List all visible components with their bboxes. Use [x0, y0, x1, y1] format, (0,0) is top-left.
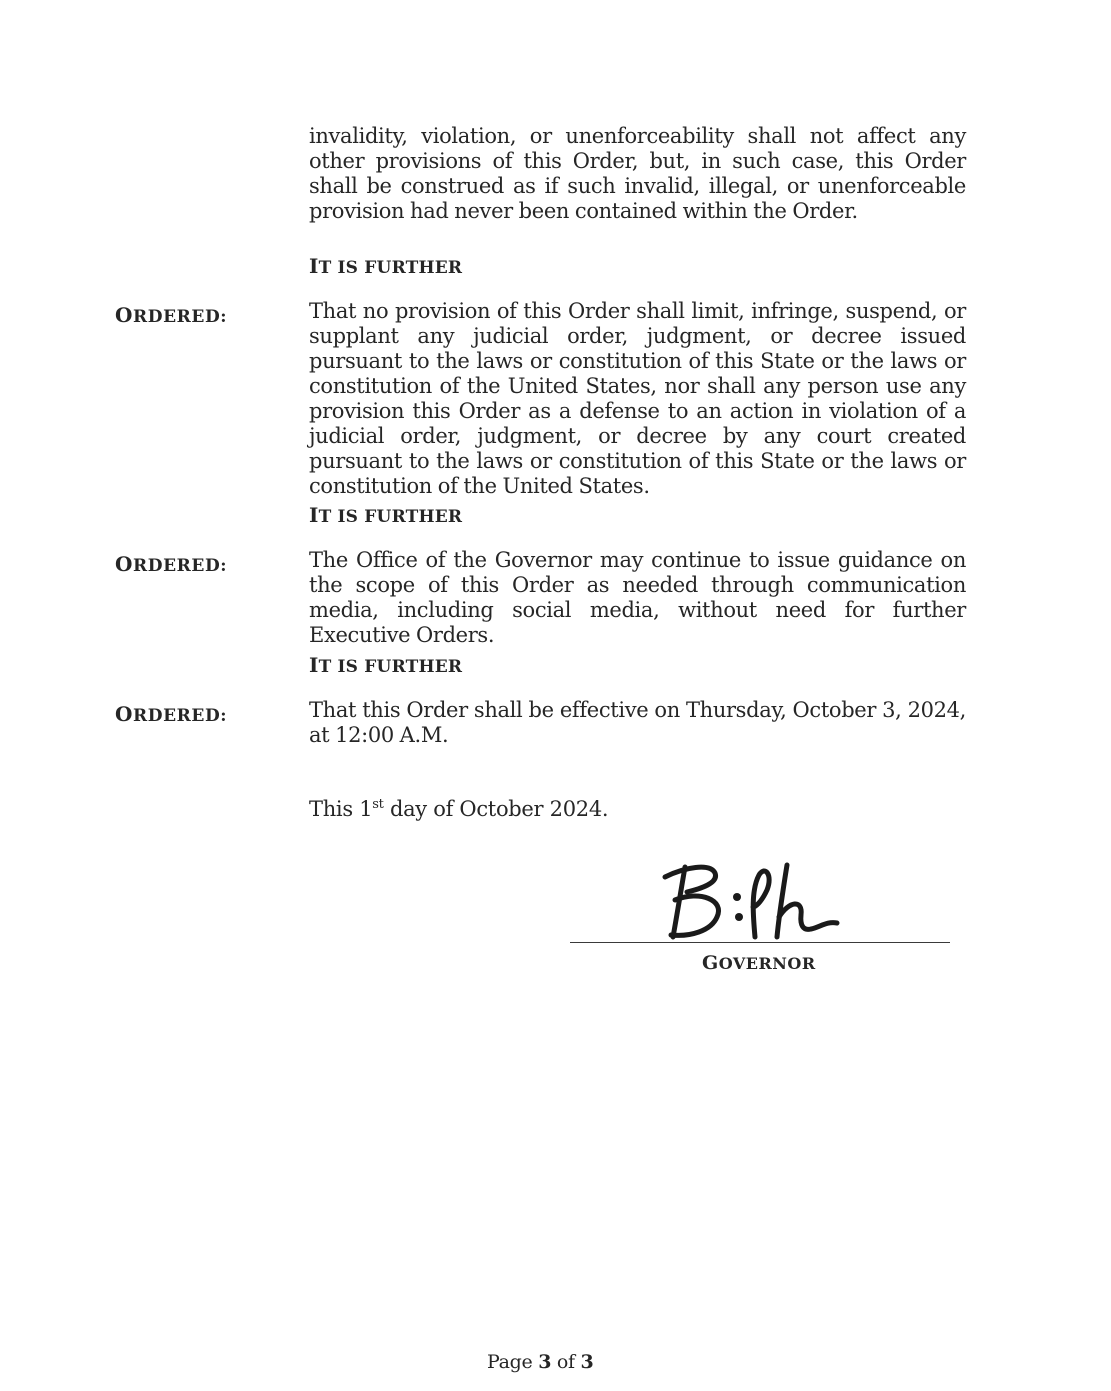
label-rest: RDERED:	[133, 307, 228, 327]
label-ordered-2	[115, 552, 227, 576]
label-cap: O	[115, 303, 134, 327]
label-rest: RDERED:	[133, 706, 228, 726]
signature-line	[570, 942, 950, 943]
heading-cap: I	[309, 503, 319, 527]
paragraph-guidance: The Office of the Governor may continue to issue guidance on the scope of this Order as needed through communication media, including social media, without need for further Executive Orders.	[309, 548, 966, 647]
paragraph-effective-date: That this Order shall be effective on Thursday, October 3, 2024, at 12:00 A.M.	[309, 698, 966, 747]
dateline	[309, 797, 608, 821]
heading-it-is-further-1	[309, 254, 462, 278]
paragraph-judicial-orders: That no provision of this Order shall limit, infringe, suspend, or supplant any judicial order, judgment, or decree issued pursuant to the laws or constitution of this State or the laws or constitution of the United States, nor shall any person use any provision this Order as a defense to an action in violation of a judicial order, judgment, or decree by any court created pursuant to the laws or constitution of this State or the laws or constitution of the United States.	[309, 299, 966, 498]
paragraph-severability: invalidity, violation, or unenforceability shall not affect any other provisions of this Order, but, in such case, this Order shall be construed as if such invalid, illegal, or unenforceable provision had never been contained within the Order.	[309, 124, 966, 223]
label-rest: RDERED:	[133, 556, 228, 576]
page-footer	[487, 1351, 593, 1373]
label-ordered-1	[115, 303, 227, 327]
heading-rest: T IS FURTHER	[318, 657, 463, 677]
heading-it-is-further-2	[309, 503, 462, 527]
footer-current-page: 3	[538, 1351, 552, 1373]
heading-cap: I	[309, 653, 319, 677]
signature-title-rest: OVERNOR	[718, 954, 816, 973]
label-cap: O	[115, 552, 134, 576]
heading-cap: I	[309, 254, 319, 278]
footer-of-word: of	[551, 1351, 581, 1373]
heading-rest: T IS FURTHER	[318, 507, 463, 527]
heading-rest: T IS FURTHER	[318, 258, 463, 278]
label-cap: O	[115, 702, 134, 726]
dateline-prefix: This 1	[309, 797, 373, 821]
handwritten-signature	[655, 845, 855, 945]
footer-page-word: Page	[487, 1351, 539, 1373]
dateline-ordinal: st	[372, 797, 384, 812]
signature-title	[702, 952, 816, 974]
dateline-rest: day of October 2024.	[383, 797, 609, 821]
footer-total-pages: 3	[580, 1351, 594, 1373]
label-ordered-3	[115, 702, 227, 726]
signature-title-cap: G	[702, 952, 719, 974]
heading-it-is-further-3	[309, 653, 462, 677]
